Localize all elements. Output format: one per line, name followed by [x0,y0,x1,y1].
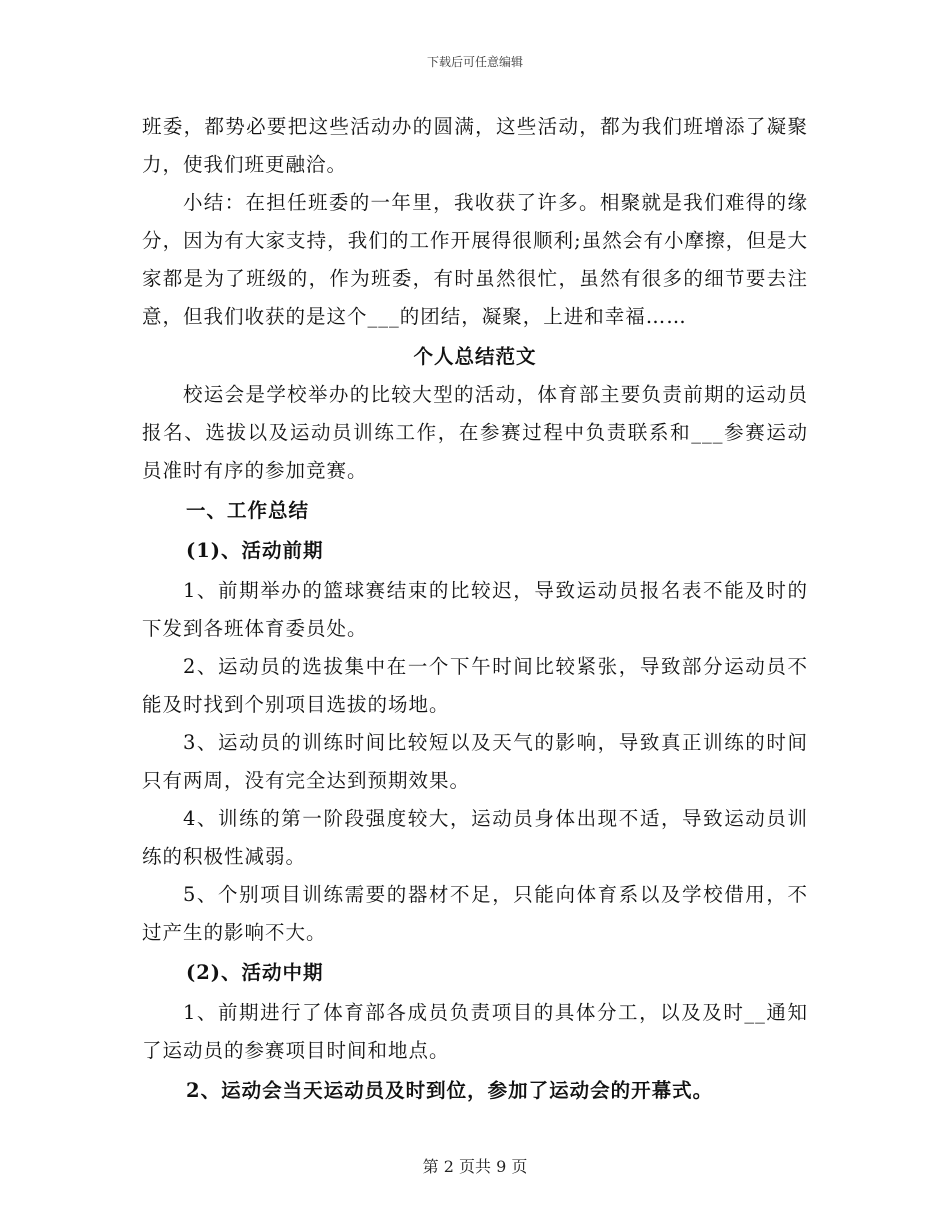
document-body [142,108,808,1112]
heading-work-summary: 一、工作总结 [186,499,310,522]
heading-early-stage: (1)、活动前期 [186,539,324,562]
paragraph-continued: 班委，都势必要把这些活动办的圆满，这些活动，都为我们班增添了凝聚力，使我们班更融洽。 [142,115,808,176]
list-item: 2、运动员的选拔集中在一个下午时间比较紧张，导致部分运动员不能及时找到个别项目选拔的场地。 [142,655,808,716]
list-item: 5、个别项目训练需要的器材不足，只能向体育系以及学校借用，不过产生的影响不大。 [142,883,808,944]
heading-opening-ceremony: 2、运动会当天运动员及时到位，参加了运动会的开幕式。 [186,1079,714,1102]
list-item: 4、训练的第一阶段强度较大，运动员身体出现不适，导致运动员训练的积极性减弱。 [142,807,808,868]
section-title: 个人总结范文 [413,345,537,368]
heading-mid-stage: (2)、活动中期 [186,961,324,984]
page-header: 下载后可任意编辑 [426,55,523,69]
list-item: 3、运动员的训练时间比较短以及天气的影响，导致真正训练的时间只有两周，没有完全达到预期效果。 [142,731,808,792]
list-item: 1、前期进行了体育部各成员负责项目的具体分工，以及及时__通知了运动员的参赛项目时间和地点。 [142,1001,808,1062]
paragraph-intro: 校运会是学校举办的比较大型的活动，体育部主要负责前期的运动员报名、选拔以及运动员训练工作，在参赛过程中负责联系和___参赛运动员准时有序的参加竞赛。 [142,383,808,482]
paragraph-summary: 小结：在担任班委的一年里，我收获了许多。相聚就是我们难得的缘分，因为有大家支持，我们的工作开展得很顺利;虽然会有小摩擦，但是大家都是为了班级的，作为班委，有时虽然很忙，虽然有很多的细节要去注意，但我们收获的是这个___的团结，凝聚，上进和幸福…… [142,191,808,328]
list-item: 1、前期举办的篮球赛结束的比较迟，导致运动员报名表不能及时的下发到各班体育委员处。 [142,579,808,640]
page-footer: 第 2 页共 9 页 [422,1157,528,1176]
